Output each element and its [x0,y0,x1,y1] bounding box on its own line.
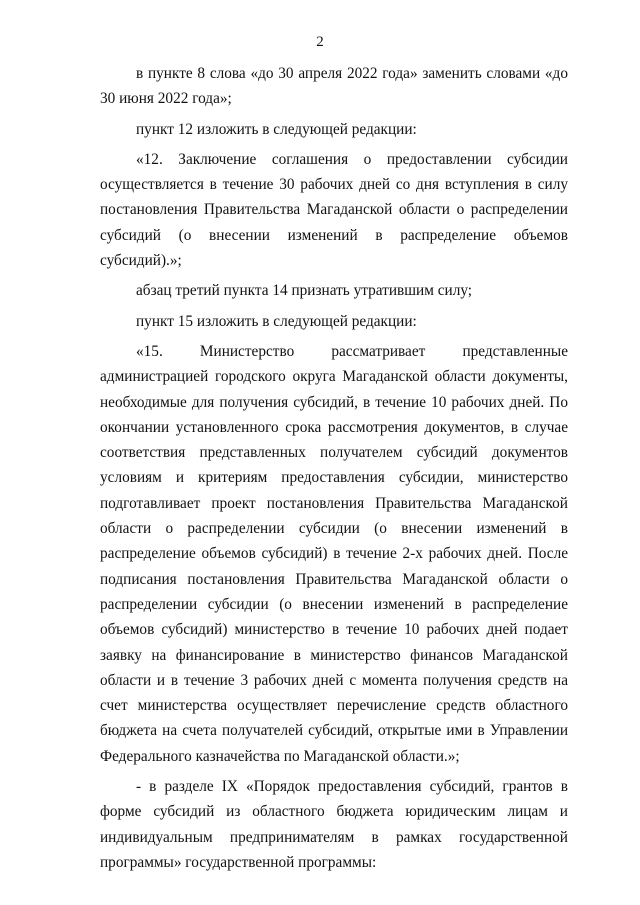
paragraph-item-14-repeal: абзац третий пункта 14 признать утратившим силу; [136,282,473,300]
document-body [100,61,568,880]
page-number: 2 [316,34,324,50]
paragraph-section-ix-intro: - в разделе IX «Порядок предоставления субсидий, грантов в форме субсидий из областного бюджета юридическим лицам и индивидуальным предпринимателям в рамках государственной программы» государственной программы: [100,778,568,871]
paragraph-item-15-text: «15. Министерство рассматривает представленные администрацией городского округа Магаданской области документы, необходимые для получения субсидий, в течение 10 рабочих дней. По окончании установленного срока рассмотрения документов, в случае соответствия представленных получателем субсидий документов условиям и критериям предоставления субсидии, министерство подготавливает проект постановления Правительства Магаданской области о распределении субсидии (о внесении изменений в распределение объемов субсидий) в течение 2-х рабочих дней. После подписания постановления Правительства Магаданской области о распределении субсидии (о внесении изменений в распределение объемов субсидий) министерство в течение 10 рабочих дней подает заявку на финансирование в министерство финансов Магаданской области и в течение 3 рабочих дней с момента получения средств на счет министерства осуществляет перечисление средств областного бюджета на счета получателей субсидий, открытые ими в Управлении Федерального казначейства по Магаданской области.»; [100,342,568,765]
paragraph-item-12-text: «12. Заключение соглашения о предоставлении субсидии осуществляется в течение 30 рабочих дней со дня вступления в силу постановления Правительства Магаданской области о распределении субсидий (о внесении изменений в распределение объемов субсидий).»; [100,150,568,270]
paragraph-item-15-intro: пункт 15 изложить в следующей редакции: [136,312,417,330]
paragraph-item-8-amendment: в пункте 8 слова «до 30 апреля 2022 года» заменить словами «до 30 июня 2022 года»; [100,65,568,108]
paragraph-item-12-intro: пункт 12 изложить в следующей редакции: [136,120,417,138]
